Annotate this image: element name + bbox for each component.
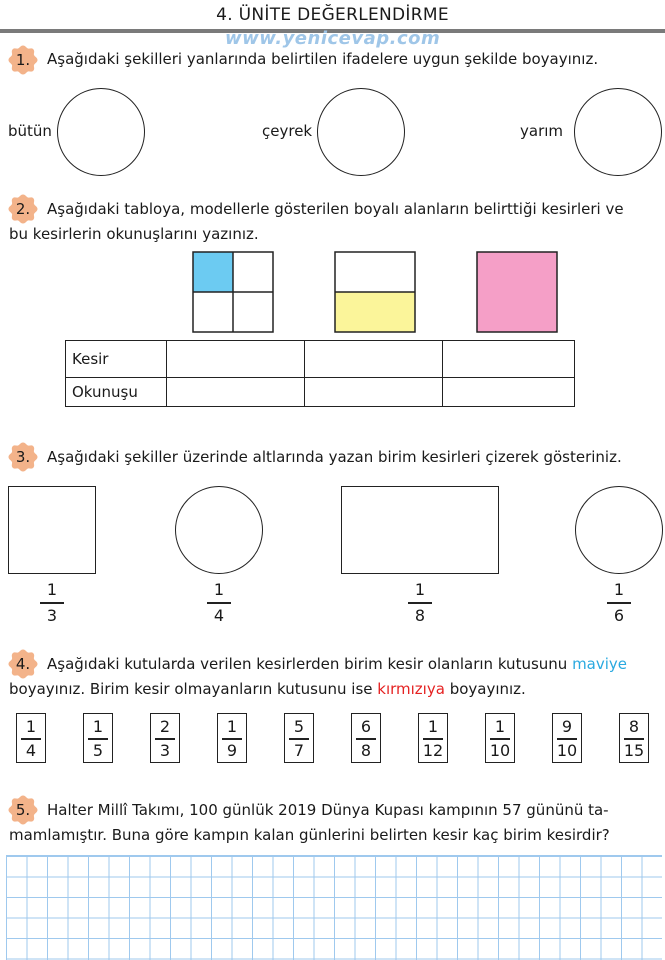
page-title: 4. ÜNİTE DEĞERLENDİRME <box>216 5 449 25</box>
fraction-box[interactable] <box>619 713 649 763</box>
fraction-box[interactable] <box>351 713 381 763</box>
fraction-box[interactable] <box>418 713 448 763</box>
fraction-label <box>607 580 631 626</box>
fraction-bar <box>408 602 432 604</box>
answer-cell[interactable] <box>443 378 575 407</box>
question-3-badge <box>7 441 39 473</box>
fraction-bar <box>289 738 309 740</box>
circle-butun[interactable] <box>57 88 145 176</box>
table-row <box>66 341 575 378</box>
fraction-bar <box>607 602 631 604</box>
fraction-bar <box>40 602 64 604</box>
question-2-number: 2. <box>15 200 31 218</box>
question-1-badge <box>7 44 39 76</box>
question-1-number: 1. <box>15 51 31 69</box>
denominator: 9 <box>226 741 238 760</box>
numerator: 1 <box>46 580 58 599</box>
fraction-bar <box>490 738 510 740</box>
question-1-text: Aşağıdaki şekilleri yanlarında belirtilen ifadelere uygun şekilde boyayınız. <box>47 50 599 68</box>
answer-cell[interactable] <box>167 341 305 378</box>
numerator: 1 <box>92 717 104 736</box>
question-2-text-line1: Aşağıdaki tabloya, modellerle gösterilen boyalı alanların belirttiği kesirleri ve <box>47 200 624 218</box>
numerator: 1 <box>494 717 506 736</box>
fraction-bar <box>21 738 41 740</box>
watermark: www.yenicevap.com <box>225 28 441 49</box>
question-4-text-line1 <box>47 651 627 677</box>
denominator: 4 <box>25 741 37 760</box>
fraction-box[interactable] <box>552 713 582 763</box>
fraction-bar <box>557 738 577 740</box>
fraction-label <box>408 580 432 626</box>
model-quarter-square <box>192 251 274 333</box>
fraction-bar <box>624 738 644 740</box>
denominator: 6 <box>613 605 625 625</box>
answer-cell[interactable] <box>443 341 575 378</box>
fraction-table <box>65 340 575 407</box>
denominator: 3 <box>159 741 171 760</box>
answer-grid[interactable] <box>6 855 662 960</box>
denominator: 15 <box>623 741 645 760</box>
denominator: 8 <box>414 605 426 625</box>
fraction-box[interactable] <box>217 713 247 763</box>
question-4-text-line2 <box>9 676 526 702</box>
numerator: 1 <box>613 580 625 599</box>
numerator: 6 <box>360 717 372 736</box>
model-half-square <box>334 251 416 333</box>
denominator: 4 <box>213 605 225 625</box>
numerator: 1 <box>25 717 37 736</box>
fraction-box[interactable] <box>485 713 515 763</box>
label-yarim: yarım <box>520 122 564 140</box>
numerator: 5 <box>293 717 305 736</box>
table-row <box>66 378 575 407</box>
fraction-box[interactable] <box>83 713 113 763</box>
question-3-number: 3. <box>15 448 31 466</box>
text-segment: boyayınız. <box>444 680 526 698</box>
shape-circle[interactable] <box>575 486 663 574</box>
word-maviye: maviye <box>572 655 628 673</box>
fraction-bar <box>356 738 376 740</box>
fraction-bar <box>155 738 175 740</box>
word-kirmiziya: kırmızıya <box>377 680 445 698</box>
numerator: 2 <box>159 717 171 736</box>
fraction-label <box>207 580 231 626</box>
denominator: 10 <box>556 741 578 760</box>
fraction-bar <box>88 738 108 740</box>
answer-cell[interactable] <box>167 378 305 407</box>
fraction-box[interactable] <box>284 713 314 763</box>
numerator: 1 <box>226 717 238 736</box>
question-3-text: Aşağıdaki şekiller üzerinde altlarında yazan birim kesirleri çizerek gösteriniz. <box>47 448 622 466</box>
text-segment: Aşağıdaki kutularda verilen kesirlerden birim kesir olanların kutusunu <box>47 655 573 673</box>
denominator: 10 <box>489 741 511 760</box>
numerator: 1 <box>213 580 225 599</box>
numerator: 8 <box>628 717 640 736</box>
denominator: 12 <box>422 741 444 760</box>
denominator: 8 <box>360 741 372 760</box>
circle-yarim[interactable] <box>574 88 662 176</box>
denominator: 5 <box>92 741 104 760</box>
denominator: 3 <box>46 605 58 625</box>
text-segment: boyayınız. Birim kesir olmayanların kutusunu ise <box>9 680 378 698</box>
question-5-number: 5. <box>15 801 31 819</box>
question-2-text-line2: bu kesirlerin okunuşlarını yazınız. <box>9 225 259 243</box>
question-4-number: 4. <box>15 655 31 673</box>
numerator: 1 <box>427 717 439 736</box>
circle-ceyrek[interactable] <box>317 88 405 176</box>
denominator: 7 <box>293 741 305 760</box>
label-butun: bütün <box>8 122 52 140</box>
shape-circle[interactable] <box>175 486 263 574</box>
fraction-bar <box>423 738 443 740</box>
answer-cell[interactable] <box>305 378 443 407</box>
numerator: 9 <box>561 717 573 736</box>
shape-rectangle[interactable] <box>341 486 499 574</box>
fraction-box[interactable] <box>16 713 46 763</box>
question-5-text-line2: mamlamıştır. Buna göre kampın kalan günlerini belirten kesir kaç birim kesirdir? <box>9 826 610 844</box>
question-5-text-line1: Halter Millî Takımı, 100 günlük 2019 Dünya Kupası kampının 57 gününü ta- <box>47 801 609 819</box>
table-header-okunusu: Okunuşu <box>66 378 167 407</box>
model-whole-square <box>476 251 558 333</box>
fraction-label <box>40 580 64 626</box>
numerator: 1 <box>414 580 426 599</box>
fraction-bar <box>207 602 231 604</box>
fraction-box[interactable] <box>150 713 180 763</box>
shape-square[interactable] <box>8 486 96 574</box>
answer-cell[interactable] <box>305 341 443 378</box>
fraction-bar <box>222 738 242 740</box>
label-ceyrek: çeyrek <box>262 122 313 140</box>
table-header-kesir: Kesir <box>66 341 167 378</box>
